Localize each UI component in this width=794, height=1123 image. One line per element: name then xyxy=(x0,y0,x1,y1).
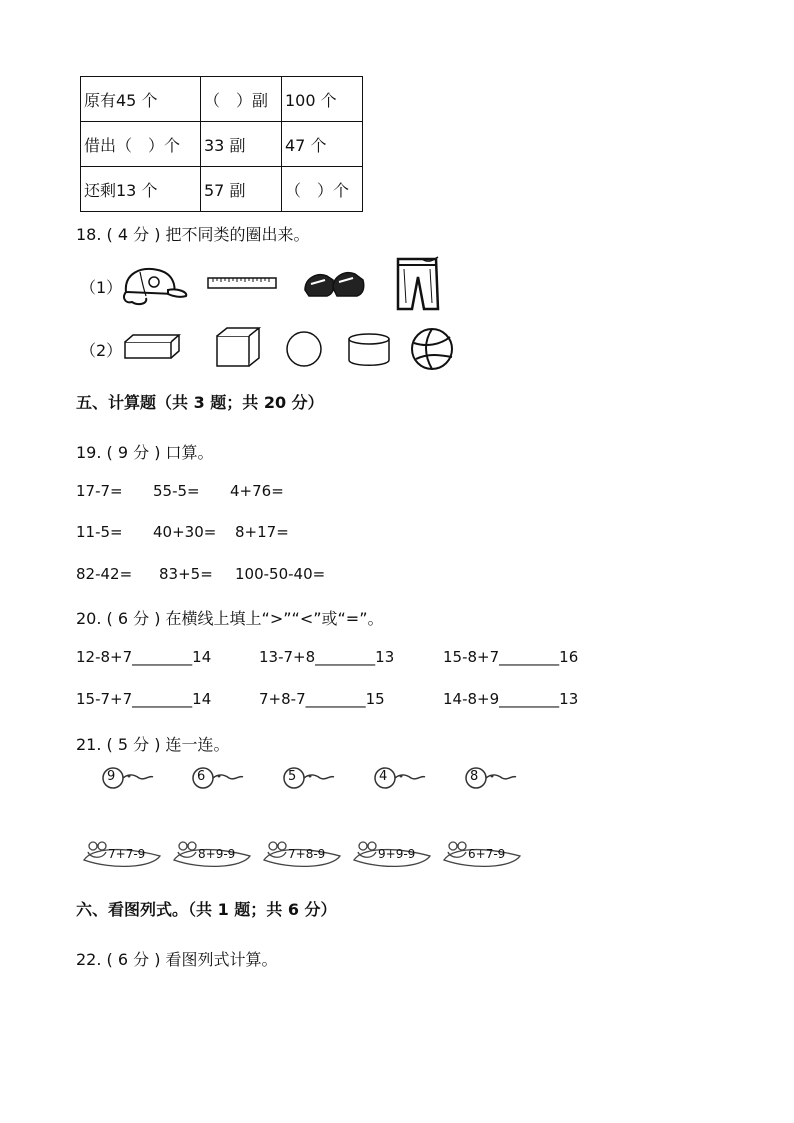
comparison-problem: 7+8-7________15 xyxy=(259,690,385,708)
frog-expression: 9+9-9 xyxy=(378,847,416,861)
table-cell: 57 副 xyxy=(201,167,282,212)
cylinder-icon xyxy=(347,332,393,368)
arith-problem: 100-50-40= xyxy=(235,565,326,583)
tadpole-number: 5 xyxy=(288,769,297,784)
tadpole-number: 9 xyxy=(107,769,116,784)
cuboid-icon xyxy=(123,334,181,360)
tadpole-number: 6 xyxy=(197,769,206,784)
table-cell: 100 个 xyxy=(282,77,363,122)
question-21-title: 21. ( 5 分 ) 连一连。 xyxy=(76,735,230,754)
arith-problem: 55-5= xyxy=(153,482,200,500)
question-18-title: 18. ( 4 分 ) 把不同类的圈出来。 xyxy=(76,225,310,244)
frog-leaf-5 xyxy=(442,838,522,870)
arith-problem: 8+17= xyxy=(235,523,289,541)
arith-problem: 40+30= xyxy=(153,523,217,541)
pants-icon xyxy=(392,255,444,313)
arith-problem: 83+5= xyxy=(159,565,213,583)
arith-problem: 17-7= xyxy=(76,482,123,500)
section-5-title: 五、计算题（共 3 题；共 20 分） xyxy=(76,393,324,412)
sphere-icon xyxy=(285,330,325,368)
arith-problem: 11-5= xyxy=(76,523,123,541)
comparison-problem: 12-8+7________14 xyxy=(76,648,212,666)
arith-problem: 4+76= xyxy=(230,482,284,500)
frog-expression: 7+7-9 xyxy=(108,847,146,861)
frog-expression: 6+7-9 xyxy=(468,847,506,861)
tadpole-number: 8 xyxy=(470,769,479,784)
frog-leaf-1 xyxy=(82,838,162,870)
table-cell: 47 个 xyxy=(282,122,363,167)
cap-icon xyxy=(118,262,190,308)
table-row xyxy=(81,122,363,167)
comparison-problem: 15-7+7________14 xyxy=(76,690,212,708)
comparison-problem: 15-8+7________16 xyxy=(443,648,579,666)
frog-expression: 8+9-9 xyxy=(198,847,236,861)
table-cell: 33 副 xyxy=(201,122,282,167)
volleyball-icon xyxy=(410,327,456,371)
q18-row1-label: （1） xyxy=(80,278,123,297)
table-row xyxy=(81,77,363,122)
table-row xyxy=(81,167,363,212)
inventory-table xyxy=(80,76,363,212)
table-cell: （ ）个 xyxy=(282,167,363,212)
question-19-title: 19. ( 9 分 ) 口算。 xyxy=(76,443,214,462)
section-6-title: 六、看图列式。（共 1 题；共 6 分） xyxy=(76,900,337,919)
q18-row2-label: （2） xyxy=(80,341,123,360)
ruler-icon xyxy=(207,276,277,290)
tadpole-number: 4 xyxy=(379,769,388,784)
frog-leaf-2 xyxy=(172,838,252,870)
frog-leaf-4 xyxy=(352,838,432,870)
table-cell: 还剩13 个 xyxy=(81,167,201,212)
table-cell: 原有45 个 xyxy=(81,77,201,122)
frog-expression: 7+8-9 xyxy=(288,847,326,861)
question-22-title: 22. ( 6 分 ) 看图列式计算。 xyxy=(76,950,278,969)
frog-leaf-3 xyxy=(262,838,342,870)
comparison-problem: 14-8+9________13 xyxy=(443,690,579,708)
table-cell: 借出（ ）个 xyxy=(81,122,201,167)
shoes-icon xyxy=(303,266,367,300)
cube-icon xyxy=(215,326,263,368)
arith-problem: 82-42= xyxy=(76,565,133,583)
table-cell: （ ）副 xyxy=(201,77,282,122)
comparison-problem: 13-7+8________13 xyxy=(259,648,395,666)
question-20-title: 20. ( 6 分 ) 在横线上填上“>”“<”或“=”。 xyxy=(76,609,384,628)
